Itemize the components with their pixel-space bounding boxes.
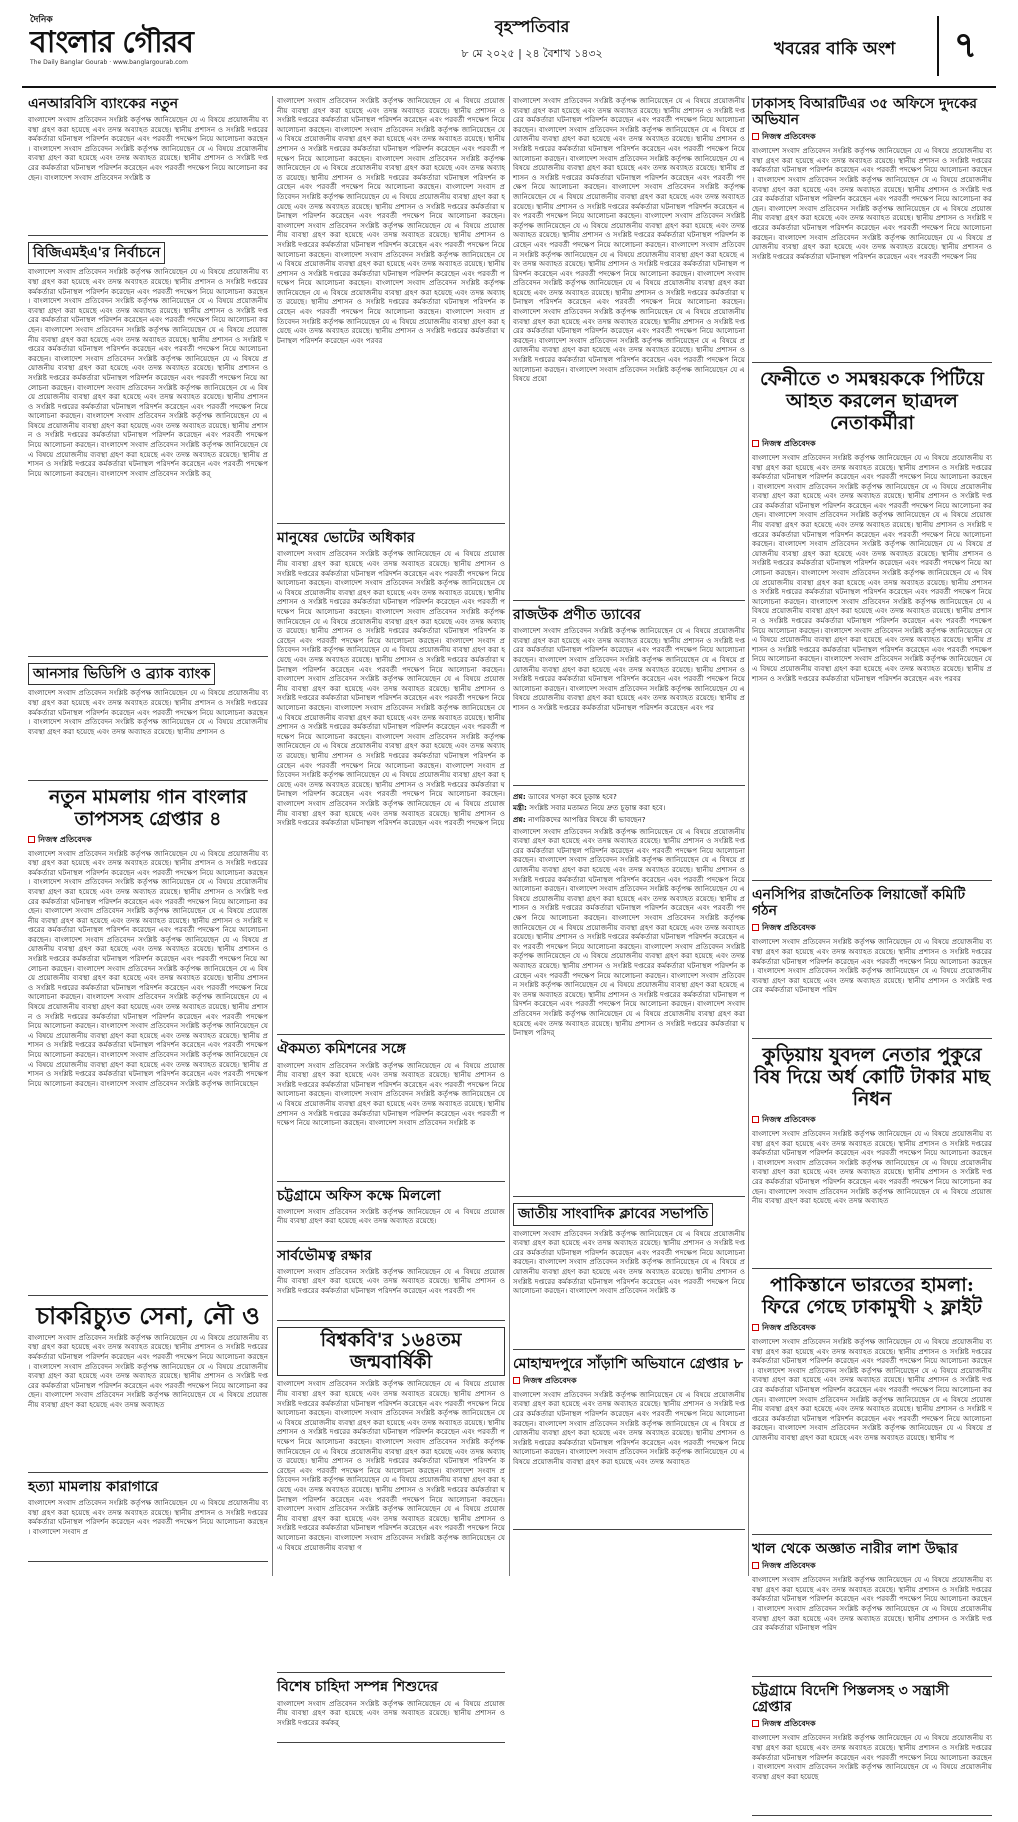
- article-headline: কুড়িয়ায় যুবদল নেতার পুকুরে বিষ দিয়ে অর্ধ কোটি টাকার মাছ নিধন: [754, 1044, 990, 1111]
- article: [277, 1041, 505, 1181]
- article: [513, 1356, 745, 1530]
- article: [28, 787, 268, 1296]
- column-divider: [748, 96, 749, 1576]
- article-byline: নিজস্ব প্রতিবেদক: [752, 438, 992, 451]
- article-headline: বিশেষ চাহিদা সম্পন্ন শিশুদের: [277, 1679, 438, 1696]
- article: [752, 1683, 992, 1816]
- article-body: বাংলাদেশ সংবাদ প্রতিবেদন সংশ্লিষ্ট কর্তৃপক্ষ জানিয়েছেন যে এ বিষয়ে প্রয়োজনীয় ব্যবস্থা গ্রহণ করা হয়েছে এবং তদন্ত অব্যাহত রয়েছে। স্থানীয় প্রশাসন ও সংশ্লিষ্ট দপ্তরের কর্মকর্তারা ঘটনাস্থল পরিদর্শন করেছেন এবং পরবর্তী পদক্ষেপ নিয়ে আলোচনা করছেন। বাংলাদেশ সংবাদ প্রতিবেদন সংশ্লিষ্ট কর্তৃপক্ষ জানিয়েছেন যে এ বিষয়ে প্রয়োজনীয় ব্যবস্থা গ্রহণ করা হয়েছে এবং তদন্ত অব্যাহত রয়েছে। স্থানীয় প্রশাসন ও সংশ্লিষ্ট দপ্তরের কর্মকর্তারা ঘটনাস্থল পরিদর্শন করেছেন এবং পরবর্তী পদক্ষেপ নিয়ে আলোচনা করছেন। বাংলাদেশ সংবাদ প্রতিবেদন সংশ্লিষ্ট কর্তৃপক্ষ জানিয়েছেন যে এ বিষয়ে প্রয়োজনীয় ব্যবস্থা গ্রহণ করা হয়েছে এবং তদন্ত অব্যাহত: [28, 1332, 268, 1409]
- article-byline: নিজস্ব প্রতিবেদক: [752, 1560, 992, 1573]
- article: [513, 1203, 745, 1349]
- article: [277, 1327, 505, 1674]
- article-headline: বিশ্বকবি'র ১৬৪তম জন্মবার্ষিকী: [277, 1327, 505, 1377]
- article: [277, 530, 505, 1035]
- article-byline: নিজস্ব প্রতিবেদক: [752, 922, 992, 935]
- date-line: ৮ মে ২০২৫ | ২৪ বৈশাখ ১৪৩২: [461, 47, 603, 60]
- article-body: বাংলাদেশ সংবাদ প্রতিবেদন সংশ্লিষ্ট কর্তৃপক্ষ জানিয়েছেন যে এ বিষয়ে প্রয়োজনীয় ব্যবস্থা গ্রহণ করা হয়েছে এবং তদন্ত অব্যাহত রয়েছে। স্থানীয় প্রশাসন ও সংশ্লিষ্ট দপ্তরের কর্মকর্তারা ঘটনাস্থল পরিদর্শন করেছেন এবং পরবর্তী পদক্ষেপ নিয়ে আলোচনা করছেন। বাংলাদেশ সংবাদ প্রতিবেদন সংশ্লিষ্ট কর্তৃপক্ষ জানিয়েছেন যে এ বিষয়ে প্রয়োজনীয় ব্যবস্থা গ্রহণ করা হয়েছে এবং তদন্ত অব্যাহত রয়েছে। স্থানীয় প্রশাসন ও সংশ্লিষ্ট দপ্তরের কর্মকর্তারা ঘটনাস্থল পরিদর্শন করেছেন এবং পরবর্তী পদক্ষেপ নিয়ে আলোচনা করছেন। বাংলাদেশ সংবাদ প্রতিবেদন সংশ্লিষ্ট ক: [277, 1060, 505, 1128]
- date-block: [432, 14, 632, 64]
- article-byline: নিজস্ব প্রতিবেদক: [752, 131, 992, 144]
- article-headline: মোহাম্মদপুরে সাঁড়াশি অভিযানে গ্রেপ্তার ৮: [513, 1355, 743, 1372]
- logo-prefix: দৈনিক: [30, 15, 53, 25]
- column-4: [752, 96, 992, 1822]
- column-divider: [509, 96, 510, 1576]
- weekday: বৃহস্পতিবার: [494, 17, 570, 36]
- article-byline: নিজস্ব প্রতিবেদক: [513, 1375, 745, 1388]
- article-body: বাংলাদেশ সংবাদ প্রতিবেদন সংশ্লিষ্ট কর্তৃপক্ষ জানিয়েছেন যে এ বিষয়ে প্রয়োজনীয় ব্যবস্থা গ্রহণ করা হয়েছে এবং তদন্ত অব্যাহত রয়েছে। স্থানীয় প্রশাসন ও সংশ্লিষ্ট দপ্তরের কর্মকর্তারা ঘটনাস্থল পরিদর্শন করেছেন এবং পরবর্তী পদক্ষেপ নিয়ে আলোচনা করছেন। বাংলাদেশ সংবাদ প্রতিবেদন সংশ্লিষ্ট কর্তৃপক্ষ জানিয়েছেন যে এ বিষয়ে প্রয়োজনীয় ব্যবস্থা গ্রহণ করা হয়েছে এবং তদন্ত অব্যাহত রয়েছে। স্থানীয় প্রশাসন ও সংশ্লিষ্ট দপ্তরের কর্মকর্তারা ঘটনাস্থল পরিদর্শন করেছেন এবং পরবর্তী পদক্ষেপ নিয়ে আলোচনা করছেন। বাংলাদেশ সংবাদ প্রতিবেদন সংশ্লিষ্ট কর্তৃপক্ষ জানিয়েছেন যে এ বিষয়ে প্রয়োজনীয় ব্যবস্থা গ্রহণ করা হয়েছে এবং তদন্ত অব্যাহত রয়েছে। স্থানীয় প্রশাসন ও সংশ্লিষ্ট দপ্তরের কর্মকর্তারা ঘটনাস্থল পরিদর্শন করেছেন এবং পরবর্তী পদক্ষেপ নিয়ে আলোচনা করছেন। বাংলাদেশ সংবাদ প্রতিবেদন সংশ্লিষ্ট কর্তৃপক্ষ জানিয়েছেন যে এ বিষয়ে প্রয়োজনীয় ব্যবস্থা গ্রহণ করা হয়েছে এবং তদন্ত অব্যাহত রয়েছে। স্থানীয় প্রশাসন ও সংশ্লিষ্ট দপ্তরের কর্মকর্তারা ঘটনাস্থল পরিদর্শন করেছেন এবং পরবর্তী পদক্ষেপ নিয়ে আলোচনা করছেন। বাংলাদেশ সংবাদ প্রতিবেদন সংশ্লিষ্ট কর্তৃপক্ষ জানিয়েছেন যে এ বিষয়ে প্রয়োজনীয় ব্যবস্থা গ্রহণ করা হয়েছে এবং তদন্ত অব্যাহত রয়েছে। স্থানীয় প্রশাসন ও সংশ্লিষ্ট দপ্তরের কর্মকর্তারা ঘটনাস্থল পরিদর্শন করেছেন এবং পরবর্তী পদক্ষেপ নিয়ে আলোচনা করছেন। বাংলাদেশ সংবাদ প্রতিবেদন সংশ্লিষ্ট কর্তৃপক্ষ জানিয়েছেন যে এ বিষয়ে প্রয়োজনীয় ব্যবস্থা গ্রহণ করা হয়েছে এবং তদন্ত অব্যাহত রয়েছে। স্থানীয় প্রশাসন ও সংশ্লিষ্ট দপ্তরের কর্মকর্তারা ঘটনাস্থল পরিদর্শন করেছেন এবং পরবর্তী পদক্ষেপ নিয়ে আলোচনা করছেন। বাংলাদেশ সংবাদ প্রতিবেদন সংশ্লিষ্ট কর্তৃপক্ষ জানিয়েছেন যে এ বিষয়ে প্রয়োজনীয় ব্যবস্থা গ্রহণ করা হয়েছে এবং তদন্ত অব্যাহত রয়েছে। স্থানীয় প্রশাসন ও সংশ্লিষ্ট দপ্তরের কর্মকর্তারা ঘটনাস্থল পরিদর্শন করেছেন এবং পরবর্তী পদক্ষেপ নিয়ে আলোচনা করছেন। বাংলাদেশ সংবাদ প্রতিবেদন সংশ্লিষ্ট কর্তৃপক্ষ জানিয়েছেন যে এ বিষয়ে প্রয়োজনীয় ব্যবস্থা গ্রহণ করা হয়েছে এবং তদন্ত অব্যাহত রয়েছে। স্থানীয় প্রশাসন ও সংশ্লিষ্ট দপ্তরের কর্মকর্তারা ঘটনাস্থল পরিদর্শন করেছেন এবং পরবর্তী পদক্ষেপ নিয়ে আলোচনা করছেন। বাংলাদেশ সংবাদ প্রতিবেদন সংশ্লিষ্ট কর্তৃপক্ষ জানিয়েছেন যে এ বিষয়ে প্রয়োজনীয় ব্যবস্থা গ্রহণ করা হয়েছে এবং তদন্ত অব্যাহত রয়েছে। স্থানীয় প্রশাসন ও সংশ্লিষ্ট দপ্তরের কর্মকর্তারা ঘটনাস্থল পরিদর্শন করেছেন এবং পরবর্তী পদক্ষেপ নিয়ে: [277, 549, 505, 828]
- byline-square-icon: [752, 924, 759, 931]
- newspaper-logo: [30, 12, 220, 72]
- article: [28, 1302, 268, 1473]
- interview-line: মন্ত্রী: সংশ্লিষ্ট সবার মতামত নিয়ে দ্রুত চূড়ান্ত করা হবে।: [513, 803, 666, 813]
- article-headline: আনসার ভিডিপি ও ব্র্যাক ব্যাংক: [28, 663, 215, 685]
- article-headline: ফেনীতে ৩ সমন্বয়ককে পিটিয়ে আহত করলেন ছাত্রদল নেতাকর্মীরা: [759, 368, 984, 435]
- article-headline: বিজিএমইএ'র নির্বাচনে: [28, 242, 165, 264]
- article-body: বাংলাদেশ সংবাদ প্রতিবেদন সংশ্লিষ্ট কর্তৃপক্ষ জানিয়েছেন যে এ বিষয়ে প্রয়োজনীয় ব্যবস্থা গ্রহণ করা হয়েছে এবং তদন্ত অব্যাহত রয়েছে। স্থানীয় প্রশাসন ও সংশ্লিষ্ট দপ্তরের কর্মকর্তারা ঘটনাস্থল পরিদর্শন করেছেন এবং পরবর্তী পদক্ষেপ নিয়ে আলোচনা করছেন। বাংলাদেশ সংবাদ প্রতিবেদন সংশ্লিষ্ট কর্তৃপক্ষ জানিয়েছেন যে এ বিষয়ে প্রয়োজনীয় ব্যবস্থা গ্রহণ করা হয়েছে এবং তদন্ত অব্যাহত রয়েছে। স্থানীয় প্রশাসন ও: [28, 688, 268, 736]
- article-byline: নিজস্ব প্রতিবেদক: [28, 834, 268, 847]
- byline-square-icon: [752, 133, 759, 140]
- article-headline: চাকরিচ্যুত সেনা, নৌ ও: [36, 1301, 260, 1331]
- article: [752, 1275, 992, 1535]
- article-body: বাংলাদেশ সংবাদ প্রতিবেদন সংশ্লিষ্ট কর্তৃপক্ষ জানিয়েছেন যে এ বিষয়ে প্রয়োজনীয় ব্যবস্থা গ্রহণ করা হয়েছে এবং তদন্ত অব্যাহত রয়েছে। স্থানীয় প্রশাসন ও সংশ্লিষ্ট দপ্তরের কর্মকর্তারা ঘটনাস্থল পরিদর্শন করেছেন এবং পরবর্তী পদক্ষেপ নিয়ে আলোচনা করছেন। বাংলাদেশ সংবাদ প্র: [28, 1498, 268, 1536]
- article: [752, 887, 992, 1039]
- article-body: বাংলাদেশ সংবাদ প্রতিবেদন সংশ্লিষ্ট কর্তৃপক্ষ জানিয়েছেন যে এ বিষয়ে প্রয়োজনীয় ব্যবস্থা গ্রহণ করা হয়েছে এবং তদন্ত অব্যাহত রয়েছে। স্থানীয় প্রশাসন ও সংশ্লিষ্ট দপ্তরের কর্মকর্তারা ঘটনাস্থল পরিদর্শন করেছেন এবং পরবর্তী পদক্ষেপ নিয়ে আলোচনা করছেন। বাংলাদেশ সংবাদ প্রতিবেদন সংশ্লিষ্ট কর্তৃপক্ষ জানিয়েছেন যে এ বিষয়ে প্রয়োজনীয় ব্যবস্থা গ্রহণ করা হয়েছে এবং তদন্ত অব্যাহত রয়েছে। স্থানীয় প্রশাসন ও সংশ্লিষ্ট দপ্তরের কর্মকর্তারা ঘটনাস্থল পরিদর্শন করেছেন এবং পরবর্তী পদক্ষেপ নিয়ে আলোচনা করছেন। বাংলাদেশ সংবাদ প্রতিবেদন সংশ্লিষ্ট কর্তৃপক্ষ জানিয়েছেন যে এ বিষয়ে প্রয়োজনীয় ব্যবস্থা গ্রহণ করা হয়েছে এবং তদন্ত অব্যাহত রয়েছে। স্থানীয় প্রশাসন ও সংশ্লিষ্ট দপ্তরের কর্মকর্তারা ঘটনাস্থল পরিদর্শন করেছেন এবং পরবর্তী পদক্ষেপ নিয়ে আলোচনা করছেন। বাংলাদেশ সংবাদ প্রতিবেদন সংশ্লিষ্ট কর্তৃপক্ষ জানিয়েছেন যে এ বিষয়ে প্রয়োজনীয় ব্যবস্থা গ্রহণ করা হয়েছে এবং তদন্ত অব্যাহত রয়েছে। স্থানীয় প্রশাসন ও সংশ্লিষ্ট দপ্তরের কর্মকর্তারা ঘটনাস্থল পরিদর্শন করেছেন এবং পরবর্তী পদক্ষেপ নিয়ে আলোচনা করছেন। বাংলাদেশ সংবাদ প্রতিবেদন সংশ্লিষ্ট কর্তৃপক্ষ জানিয়েছেন যে এ বিষয়ে প্রয়োজনীয় ব্যবস্থা গ্রহণ করা হয়েছে এবং তদন্ত অব্যাহত রয়েছে। স্থানীয় প্রশাসন ও সংশ্লিষ্ট দপ্তরের কর্মকর্তারা ঘটনাস্থল পরিদর্শন করেছেন এবং পরবর্তী পদক্ষেপ নিয়ে আলোচনা করছেন। বাংলাদেশ সংবাদ প্রতিবেদন সংশ্লিষ্ট কর্তৃপক্ষ জানিয়েছেন যে এ বিষয়ে প্রয়োজনীয় ব্যবস্থা গ্রহণ করা হয়েছে এবং তদন্ত অব্যাহত রয়েছে। স্থানীয় প্রশাসন ও সংশ্লিষ্ট দপ্তরের কর্মকর্তারা ঘটনাস্থল পরিদর্শন করেছেন এবং পরবর্তী পদক্ষেপ নিয়ে আলোচনা করছেন। বাংলাদেশ সংবাদ প্রতিবেদন সংশ্লিষ্ট কর্তৃপক্ষ জানিয়েছেন যে এ বিষয়ে প্রয়োজনীয় ব্যবস্থা গ্রহণ করা হয়েছে এবং তদন্ত অব্যাহত রয়েছে। স্থানীয় প্রশাসন ও সংশ্লিষ্ট দপ্তরের কর্মকর্তারা ঘটনাস্থল পরিদর্শন করেছেন এবং পরবর্তী পদক্ষেপ নিয়ে আলোচনা করছেন। বাংলাদেশ সংবাদ প্রতিবেদন সংশ্লিষ্ট কর্: [28, 267, 268, 478]
- article-headline: রাজউক প্রণীত ড্যাবের: [513, 607, 641, 624]
- article-body: বাংলাদেশ সংবাদ প্রতিবেদন সংশ্লিষ্ট কর্তৃপক্ষ জানিয়েছেন যে এ বিষয়ে প্রয়োজনীয় ব্যবস্থা গ্রহণ করা হয়েছে এবং তদন্ত অব্যাহত রয়েছে। স্থানীয় প্রশাসন ও সংশ্লিষ্ট দপ্তরের কর্মকর্তারা ঘটনাস্থল পরিদর্শন করেছেন এবং পরবর্তী পদক্ষেপ নিয়ে আলোচনা করছেন। বাংলাদেশ সংবাদ প্রতিবেদন সংশ্লিষ্ট কর্তৃপক্ষ জানিয়েছেন যে এ বিষয়ে প্রয়োজনীয় ব্যবস্থা গ্রহণ করা হয়েছে এবং তদন্ত অব্যাহত রয়েছে। স্থানীয় প্রশাসন ও সংশ্লিষ্ট দপ্তরের কর্মকর্তারা ঘটনাস্থল পরিদর্শন করেছেন এবং পরবর্তী পদক্ষেপ নিয়ে আলোচনা করছেন। বাংলাদেশ সংবাদ প্রতিবেদন সংশ্লিষ্ট কর্তৃপক্ষ জানিয়েছেন যে এ বিষয়ে প্রয়োজনীয় ব্যবস্থা গ্রহণ করা হয়েছে এবং তদন্ত অব্যাহত: [752, 1129, 992, 1206]
- article-byline: নিজস্ব প্রতিবেদক: [752, 1322, 992, 1335]
- article-body: বাংলাদেশ সংবাদ প্রতিবেদন সংশ্লিষ্ট কর্তৃপক্ষ জানিয়েছেন যে এ বিষয়ে প্রয়োজনীয় ব্যবস্থা গ্রহণ করা হয়েছে এবং তদন্ত অব্যাহত রয়েছে। স্থানীয় প্রশাসন ও সংশ্লিষ্ট দপ্তরের কর্মকর্তারা ঘটনাস্থল পরিদর্শন করেছেন এবং পরবর্তী পদক্ষেপ নিয়ে আলোচনা করছেন। বাংলাদেশ সংবাদ প্রতিবেদন সংশ্লিষ্ট কর্তৃপক্ষ জানিয়েছেন যে এ বিষয়ে প্রয়োজনীয় ব্যবস্থা গ্রহণ করা হয়েছে এবং তদন্ত অব্যাহত রয়েছে। স্থানীয় প্রশাসন ও সংশ্লিষ্ট দপ্তরের কর্মকর্তারা ঘটনাস্থল পরিদর্শন করেছেন এবং পরবর্তী পদক্ষেপ নিয়ে আলোচনা করছেন। বাংলাদেশ সংবাদ প্রতিবেদন সংশ্লিষ্ট কর্তৃপক্ষ জানিয়েছেন যে এ বিষয়ে প্রয়োজনীয় ব্যবস্থা গ্রহণ করা হয়েছে এবং তদন্ত অব্যাহত রয়েছে। স্থানীয় প্রশাসন ও সংশ্লিষ্ট দপ্তরের কর্মকর্তারা ঘটনাস্থল পরিদর্শন করেছেন এবং পরবর্তী পদক্ষেপ নিয়ে আলোচনা করছেন। বাংলাদেশ সংবাদ প্রতিবেদন সংশ্লিষ্ট কর্তৃপক্ষ জানিয়েছেন যে এ বিষয়ে প্রয়োজনীয় ব্যবস্থা গ্রহণ করা হয়েছে এবং তদন্ত অব্যাহত রয়েছে। স্থানীয় প্রশাসন ও সংশ্লিষ্ট দপ্তরের কর্মকর্তারা ঘটনাস্থল পরিদর্শন করেছেন এবং পরবর্তী পদক্ষেপ নিয়ে আলোচনা করছেন। বাংলাদেশ সংবাদ প্রতিবেদন সংশ্লিষ্ট কর্তৃপক্ষ জানিয়েছেন যে এ বিষয়ে প্রয়োজনীয় ব্যবস্থা গ্রহণ করা হয়েছে এবং তদন্ত অব্যাহত রয়েছে। স্থানীয় প্রশাসন ও সংশ্লিষ্ট দপ্তরের কর্মকর্তারা ঘটনাস্থল পরিদর্শন করেছেন এবং পরবর্তী পদক্ষেপ নিয়ে আলোচনা করছেন। বাংলাদেশ সংবাদ প্রতিবেদন সংশ্লিষ্ট কর্তৃপক্ষ জানিয়েছেন যে এ বিষয়ে প্রয়োজনীয় ব্যবস্থা গ্রহণ করা হয়েছে এবং তদন্ত অব্যাহত রয়েছে। স্থানীয় প্রশাসন ও সংশ্লিষ্ট দপ্তরের কর্মকর্তারা ঘটনাস্থল পরিদর্শন করেছেন এবং পরবর্তী পদক্ষেপ নিয়ে আলোচনা করছেন। বাংলাদেশ সংবাদ প্রতিবেদন সংশ্লিষ্ট কর্তৃপক্ষ জানিয়েছেন যে এ বিষয়ে প্রয়োজনীয় ব্যবস্থা গ্রহণ করা হয়েছে এবং তদন্ত অব্যাহত রয়েছে। স্থানীয় প্রশাসন ও সংশ্লিষ্ট দপ্তরের কর্মকর্তারা ঘটনাস্থল পরিদর্শন করেছেন এবং পরবর্তী পদক্ষেপ নিয়ে আলোচনা করছেন। বাংলাদেশ সংবাদ প্রতিবেদন সংশ্লিষ্ট কর্তৃপক্ষ জানিয়েছেন যে এ বিষয়ে প্রয়োজনীয় ব্যবস্থা গ্রহণ করা হয়েছে এবং তদন্ত অব্যাহত রয়েছে। স্থানীয় প্রশাসন ও সংশ্লিষ্ট দপ্তরের কর্মকর্তারা ঘটনাস্থল পরিদর্শন করেছেন এবং পরবর: [752, 452, 992, 683]
- column-3: [513, 96, 745, 1536]
- article: [513, 607, 745, 786]
- article-headline: পাকিস্তানে ভারতের হামলা: ফিরে গেছে ঢাকামুখী ২ ফ্লাইট: [762, 1274, 982, 1319]
- article: [513, 792, 745, 1198]
- article-headline: জাতীয় সাংবাদিক ক্লাবের সভাপতি: [513, 1203, 713, 1225]
- article: [277, 1188, 505, 1242]
- article-body: বাংলাদেশ সংবাদ প্রতিবেদন সংশ্লিষ্ট কর্তৃপক্ষ জানিয়েছেন যে এ বিষয়ে প্রয়োজনীয় ব্যবস্থা গ্রহণ করা হয়েছে এবং তদন্ত অব্যাহত রয়েছে। স্থানীয় প্রশাসন ও সংশ্লিষ্ট দপ্তরের কর্মকর্তারা ঘটনাস্থল পরিদর্শন করেছেন এবং পরবর্তী পদক্ষেপ নিয়ে আলোচনা করছেন। বাংলাদেশ সংবাদ প্রতিবেদন সংশ্লিষ্ট কর্তৃপক্ষ জানিয়েছেন যে এ বিষয়ে প্রয়োজনীয় ব্যবস্থা গ্রহণ করা হয়েছে এবং তদন্ত অব্যাহত রয়েছে। স্থানীয় প্রশাসন ও সংশ্লিষ্ট দপ্তরের কর্মকর্তারা ঘটনাস্থল পরিদর্শন করেছেন এবং পরবর্তী পদক্ষেপ নিয়ে আলোচনা করছেন। বাংলাদেশ সংবাদ প্রতিবেদন সংশ্লিষ্ট কর্তৃপক্ষ জানিয়েছেন যে এ বিষয়ে প্রয়োজনীয় ব্যবস্থা গ্রহণ করা হয়েছে এবং তদন্ত অব্যাহত: [513, 1389, 745, 1466]
- article-headline: এনসিপির রাজনৈতিক লিয়াজোঁ কমিটি গঠন: [752, 887, 966, 920]
- article-body: বাংলাদেশ সংবাদ প্রতিবেদন সংশ্লিষ্ট কর্তৃপক্ষ জানিয়েছেন যে এ বিষয়ে প্রয়োজনীয় ব্যবস্থা গ্রহণ করা হয়েছে এবং তদন্ত অব্যাহত রয়েছে। স্থানীয় প্রশাসন ও সংশ্লিষ্ট দপ্তরের কর্মকর্তারা ঘটনাস্থল পরিদর্শন করেছেন এবং পরবর্তী পদক্ষেপ নিয়ে আলোচনা করছেন। বাংলাদেশ সংবাদ প্রতিবেদন সংশ্লিষ্ট কর্তৃপক্ষ জানিয়েছেন যে এ বিষয়ে প্রয়োজনীয় ব্যবস্থা গ্রহণ করা হয়েছে এবং তদন্ত অব্যাহত রয়েছে। স্থানীয় প্রশাসন ও সংশ্লিষ্ট দপ্তরের কর্মকর্তারা ঘটনাস্থল পরিদর্শন করেছেন এবং পরবর্তী পদক্ষেপ নিয়ে আলোচনা করছেন। বাংলাদেশ সংবাদ প্রতিবেদন সংশ্লিষ্ট কর্তৃপক্ষ জানিয়েছেন যে এ বিষয়ে প্রয়োজনীয় ব্যবস্থা গ্রহণ করা হয়েছে এবং তদন্ত অব্যাহত রয়েছে। স্থানীয় প্রশাসন ও সংশ্লিষ্ট দপ্তরের কর্মকর্তারা ঘটনাস্থল পরিদর্শন করেছেন এবং পর: [513, 626, 745, 713]
- page-number: ৭: [937, 16, 992, 76]
- logo-subtitle: The Daily Banglar Gourab · www.banglargourab.com: [30, 59, 188, 66]
- column-1: [28, 96, 268, 1568]
- article-body: বাংলাদেশ সংবাদ প্রতিবেদন সংশ্লিষ্ট কর্তৃপক্ষ জানিয়েছেন যে এ বিষয়ে প্রয়োজনীয় ব্যবস্থা গ্রহণ করা হয়েছে এবং তদন্ত অব্যাহত রয়েছে। স্থানীয় প্রশাসন ও সংশ্লিষ্ট দপ্তরের কর্মকর্তারা ঘটনাস্থল পরিদর্শন করেছেন এবং পরবর্তী পদক্ষেপ নিয়ে আলোচনা করছেন। বাংলাদেশ সংবাদ প্রতিবেদন সংশ্লিষ্ট কর্তৃপক্ষ জানিয়েছেন যে এ বিষয়ে প্রয়োজনীয় ব্যবস্থা গ্রহণ করা হয়েছে এবং তদন্ত অব্যাহত রয়েছে। স্থানীয় প্রশাসন ও সংশ্লিষ্ট দপ্তরের কর্মকর্তারা ঘটনাস্থল পরিদর্শন করেছেন এবং পরবর্তী পদক্ষেপ নিয়ে আলোচনা করছেন। বাংলাদেশ সংবাদ প্রতিবেদন সংশ্লিষ্ট কর্তৃপক্ষ জানিয়েছেন যে এ বিষয়ে প্রয়োজনীয় ব্যবস্থা গ্রহণ করা হয়েছে এবং তদন্ত অব্যাহত রয়েছে। স্থানীয় প্রশাসন ও সংশ্লিষ্ট দপ্তরের কর্মকর্তারা ঘটনাস্থল পরিদর্শন করেছেন এবং পরবর্তী পদক্ষেপ নিয়ে আলোচনা করছেন। বাংলাদেশ সংবাদ প্রতিবেদন সংশ্লিষ্ট কর্তৃপক্ষ জানিয়েছেন যে এ বিষয়ে প্রয়োজনীয় ব্যবস্থা গ্রহণ করা হয়েছে এবং তদন্ত অব্যাহত রয়েছে। স্থানীয় প্রশাসন ও সংশ্লিষ্ট দপ্তরের কর্মকর্তারা ঘটনাস্থল পরিদর্শন করেছেন এবং পরবর্তী পদক্ষেপ নিয়ে আলোচনা করছেন। বাংলাদেশ সংবাদ প্রতিবেদন সংশ্লিষ্ট কর্তৃপক্ষ জানিয়েছেন যে এ বিষয়ে প্রয়োজনীয় ব্যবস্থা গ্রহণ করা হয়েছে এবং তদন্ত অব্যাহত রয়েছে। স্থানীয় প্রশাসন ও সংশ্লিষ্ট দপ্তরের কর্মকর্তারা ঘটনাস্থল পরিদর্শন করেছেন এবং পরবর্তী পদক্ষেপ নিয়ে আলোচনা করছেন। বাংলাদেশ সংবাদ প্রতিবেদন সংশ্লিষ্ট কর্তৃপক্ষ জানিয়েছেন যে এ বিষয়ে প্রয়োজনীয় ব্যবস্থা গ্রহণ করা হয়েছে এবং তদন্ত অব্যাহত রয়েছে। স্থানীয় প্রশাসন ও সংশ্লিষ্ট দপ্তরের কর্মকর্তারা ঘটনাস্থল পরিদর্শন করেছেন এবং পরবর্তী পদক্ষেপ নিয়ে আলোচনা করছেন। বাংলাদেশ সংবাদ প্রতিবেদন সংশ্লিষ্ট কর্তৃপক্ষ জানিয়েছেন যে এ বিষয়ে প্রয়োজনীয় ব্যবস্থা গ্রহণ করা হয়েছে এবং তদন্ত অব্যাহত রয়েছে। স্থানীয় প্রশাসন ও সংশ্লিষ্ট দপ্তরের কর্মকর্তারা ঘটনাস্থল পরিদর্: [513, 826, 745, 1038]
- byline-square-icon: [513, 1377, 520, 1384]
- article: [752, 369, 992, 881]
- article: [277, 1248, 505, 1321]
- article: [752, 1541, 992, 1677]
- article: [28, 242, 268, 657]
- article-body: বাংলাদেশ সংবাদ প্রতিবেদন সংশ্লিষ্ট কর্তৃপক্ষ জানিয়েছেন যে এ বিষয়ে প্রয়োজনীয় ব্যবস্থা গ্রহণ করা হয়েছে এবং তদন্ত অব্যাহত রয়েছে। স্থানীয় প্রশাসন ও সংশ্লিষ্ট দপ্তরের কর্মকর্তারা ঘটনাস্থল পরিদর্শন করেছেন এবং পরবর্তী পদক্ষেপ নিয়ে আলোচনা করছেন। বাংলাদেশ সংবাদ প্রতিবেদন সংশ্লিষ্ট কর্তৃপক্ষ জানিয়েছেন যে এ বিষয়ে প্রয়োজনীয় ব্যবস্থা গ্রহণ করা হয়েছে এবং তদন্ত অব্যাহত রয়েছে। স্থানীয় প্রশাসন ও সংশ্লিষ্ট দপ্তরের কর্মকর্তারা ঘটনাস্থল পরিদর্শন করেছেন এবং পরবর্তী পদক্ষেপ নিয়ে আলোচনা করছেন। বাংলাদেশ সংবাদ প্রতিবেদন সংশ্লিষ্ট কর্তৃপক্ষ জানিয়েছেন যে এ বিষয়ে প্রয়োজনীয় ব্যবস্থা গ্রহণ করা হয়েছে এবং তদন্ত অব্যাহত রয়েছে। স্থানীয় প্রশাসন ও সংশ্লিষ্ট দপ্তরের কর্মকর্তারা ঘটনাস্থল পরিদর্শন করেছেন এবং পরবর্তী পদক্ষেপ নিয়ে আলোচনা করছেন। বাংলাদেশ সংবাদ প্রতিবেদন সংশ্লিষ্ট কর্তৃপক্ষ জানিয়েছেন যে এ বিষয়ে প্রয়োজনীয় ব্যবস্থা গ্রহণ করা হয়েছে এবং তদন্ত অব্যাহত রয়েছে। স্থানীয় প্রশাসন ও সংশ্লিষ্ট দপ্তরের কর্মকর্তারা ঘটনাস্থল পরিদর্শন করেছেন এবং পরবর্তী পদক্ষেপ নিয়ে আলোচনা করছেন। বাংলাদেশ সংবাদ প্রতিবেদন সংশ্লিষ্ট কর্তৃপক্ষ জানিয়েছেন যে এ বিষয়ে প্রয়োজনীয় ব্যবস্থা গ্রহণ করা হয়েছে এবং তদন্ত অব্যাহত রয়েছে। স্থানীয় প্রশাসন ও সংশ্লিষ্ট দপ্তরের কর্মকর্তারা ঘটনাস্থল পরিদর্শন করেছেন এবং পরবর্তী পদক্ষেপ নিয়ে আলোচনা করছেন। বাংলাদেশ সংবাদ প্রতিবেদন সংশ্লিষ্ট কর্তৃপক্ষ জানিয়েছেন যে এ বিষয়ে প্রয়োজনীয় ব্যবস্থা গ্রহণ করা হয়েছে এবং তদন্ত অব্যাহত রয়েছে। স্থানীয় প্রশাসন ও সংশ্লিষ্ট দপ্তরের কর্মকর্তারা ঘটনাস্থল পরিদর্শন করেছেন এবং পরবর্তী পদক্ষেপ নিয়ে আলোচনা করছেন। বাংলাদেশ সংবাদ প্রতিবেদন সংশ্লিষ্ট কর্তৃপক্ষ জানিয়েছেন যে এ বিষয়ে প্রয়োজনীয় ব্যবস্থা গ্রহণ করা হয়েছে এবং তদন্ত অব্যাহত রয়েছে। স্থানীয় প্রশাসন ও সংশ্লিষ্ট দপ্তরের কর্মকর্তারা ঘটনাস্থল পরিদর্শন করেছেন এবং পরবর্তী পদক্ষেপ নিয়ে আলোচনা করছেন। বাংলাদেশ সংবাদ প্রতিবেদন সংশ্লিষ্ট কর্তৃপক্ষ জানিয়েছেন যে এ বিষয়ে প্রয়োজনীয় ব্যবস্থা গ্রহণ করা হয়েছে এবং তদন্ত অব্যাহত রয়েছে। স্থানীয় প্রশাসন ও সংশ্লিষ্ট দপ্তরের কর্মকর্তারা ঘটনাস্থল পরিদর্শন করেছেন এবং পরবর্তী পদক্ষেপ নিয়ে আলোচনা করছেন। বাংলাদেশ সংবাদ প্রতিবেদন সংশ্লিষ্ট কর্তৃপক্ষ জানিয়েছেন যে এ বিষয়ে প্রয়োজনীয় ব্যবস্থা গ্রহণ করা হয়েছে এবং তদন্ত অব্যাহত রয়েছে। স্থানীয় প্রশাসন ও সংশ্লিষ্ট দপ্তরের কর্মকর্তারা ঘটনাস্থল পরিদর্শন করেছেন এবং পরবর্তী পদক্ষেপ নিয়ে আলোচনা করছেন। বাংলাদেশ সংবাদ প্রতিবেদন সংশ্লিষ্ট কর্তৃপক্ষ জানিয়েছেন যে এ বিষয়ে প্রয়ো: [513, 96, 745, 384]
- article-headline: মানুষের ভোটের অধিকার: [277, 530, 415, 547]
- article-body: বাংলাদেশ সংবাদ প্রতিবেদন সংশ্লিষ্ট কর্তৃপক্ষ জানিয়েছেন যে এ বিষয়ে প্রয়োজনীয় ব্যবস্থা গ্রহণ করা হয়েছে এবং তদন্ত অব্যাহত রয়েছে। স্থানীয় প্রশাসন ও সংশ্লিষ্ট দপ্তরের কর্মকর্তারা ঘটনাস্থল পরিদর্শন করেছেন এবং পরবর্তী পদক্ষেপ নিয়ে আলোচনা করছেন। বাংলাদেশ সংবাদ প্রতিবেদন সংশ্লিষ্ট কর্তৃপক্ষ জানিয়েছেন যে এ বিষয়ে প্রয়োজনীয় ব্যবস্থা গ্রহণ করা হয়েছে এবং তদন্ত অব্যাহত রয়েছে। স্থানীয় প্রশাসন ও সংশ্লিষ্ট দপ্তরের কর্মকর্তারা ঘটনাস্থল পরিদর্শন করেছেন এবং পরবর্তী পদক্ষেপ নিয়ে আলোচনা করছেন। বাংলাদেশ সংবাদ প্রতিবেদন সংশ্লিষ্ট কর্তৃপক্ষ জানিয়েছেন যে এ বিষয়ে প্রয়োজনীয় ব্যবস্থা গ্রহণ করা হয়েছে এবং তদন্ত অব্যাহত রয়েছে। স্থানীয় প্রশাসন ও সংশ্লিষ্ট দপ্তরের কর্মকর্তারা ঘটনাস্থল পরিদর্শন করেছেন এবং পরবর্তী পদক্ষেপ নিয়ে আলোচনা করছেন। বাংলাদেশ সংবাদ প্রতিবেদন সংশ্লিষ্ট কর্তৃপক্ষ জানিয়েছেন যে এ বিষয়ে প্রয়োজনীয় ব্যবস্থা গ্রহণ করা হয়েছে এবং তদন্ত অব্যাহত রয়েছে। স্থানীয় প্রশাসন ও সংশ্লিষ্ট দপ্তরের কর্মকর্তারা ঘটনাস্থল পরিদর্শন করেছেন এবং পরবর্তী পদক্ষেপ নিয়ে আলোচনা করছেন। বাংলাদেশ সংবাদ প্রতিবেদন সংশ্লিষ্ট কর্তৃপক্ষ জানিয়েছেন যে এ বিষয়ে প্রয়োজনীয় ব্যবস্থা গ্রহণ করা হয়েছে এবং তদন্ত অব্যাহত রয়েছে। স্থানীয় প্রশাসন ও সংশ্লিষ্ট দপ্তরের কর্মকর্তারা ঘটনাস্থল পরিদর্শন করেছেন এবং পরবর্তী পদক্ষেপ নিয়ে আলোচনা করছেন। বাংলাদেশ সংবাদ প্রতিবেদন সংশ্লিষ্ট কর্তৃপক্ষ জানিয়েছেন যে এ বিষয়ে প্রয়োজনীয় ব্যবস্থা গ্রহণ করা হয়েছে এবং তদন্ত অব্যাহত রয়েছে। স্থানীয় প্রশাসন ও সংশ্লিষ্ট দপ্তরের কর্মকর্তারা ঘটনাস্থল পরিদর্শন করেছেন এবং পরবর্তী পদক্ষেপ নিয়ে আলোচনা করছেন। বাংলাদেশ সংবাদ প্রতিবেদন সংশ্লিষ্ট কর্তৃপক্ষ জানিয়েছেন যে এ বিষয়ে প্রয়োজনীয় ব্যবস্থা গ্রহণ করা হয়েছে এবং তদন্ত অব্যাহত রয়েছে। স্থানীয় প্রশাসন ও সংশ্লিষ্ট দপ্তরের কর্মকর্তারা ঘটনাস্থল পরিদর্শন করেছেন এবং পরবর্তী পদক্ষেপ নিয়ে আলোচনা করছেন। বাংলাদেশ সংবাদ প্রতিবেদন সংশ্লিষ্ট কর্তৃপক্ষ জানিয়েছেন যে এ বিষয়ে প্রয়োজনীয় ব্যবস্থা গ্রহণ করা হয়েছে এবং তদন্ত অব্যাহত রয়েছে। স্থানীয় প্রশাসন ও সংশ্লিষ্ট দপ্তরের কর্মকর্তারা ঘটনাস্থল পরিদর্শন করেছেন এবং পরবর্তী পদক্ষেপ নিয়ে আলোচনা করছেন। বাংলাদেশ সংবাদ প্রতিবেদন সংশ্লিষ্ট কর্তৃপক্ষ জানিয়েছেন: [28, 848, 268, 1088]
- logo-title: বাংলার গৌরব: [30, 25, 193, 60]
- article-headline: চট্টগ্রামে বিদেশি পিস্তলসহ ৩ সন্ত্রাসী গ্রেপ্তার: [752, 1683, 949, 1716]
- article-body: বাংলাদেশ সংবাদ প্রতিবেদন সংশ্লিষ্ট কর্তৃপক্ষ জানিয়েছেন যে এ বিষয়ে প্রয়োজনীয় ব্যবস্থা গ্রহণ করা হয়েছে এবং তদন্ত অব্যাহত রয়েছে। স্থানীয় প্রশাসন ও সংশ্লিষ্ট দপ্তরের কর্মকর্তারা ঘটনাস্থল পরিদর্শন করেছেন এবং পরবর্তী পদক্ষেপ নিয়ে আলোচনা করছেন। বাংলাদেশ সংবাদ প্রতিবেদন সংশ্লিষ্ট কর্তৃপক্ষ জানিয়েছেন যে এ বিষয়ে প্রয়োজনীয় ব্যবস্থা গ্রহণ করা হয়েছে এবং তদন্ত অব্যাহত রয়েছে। স্থানীয় প্রশাসন ও সংশ্লিষ্ট দপ্তরের কর্মকর্তারা ঘটনাস্থল পরিদর্শন করেছেন এবং পরবর্তী পদক্ষেপ নিয়ে আলোচনা করছেন। বাংলাদেশ সংবাদ প্রতিবেদন সংশ্লিষ্ট ক: [513, 1228, 745, 1296]
- byline-square-icon: [752, 1116, 759, 1123]
- interview-line: প্রশ্ন: ড্যাবের খসড়া কবে চূড়ান্ত হবে?: [513, 791, 617, 801]
- article-body: বাংলাদেশ সংবাদ প্রতিবেদন সংশ্লিষ্ট কর্তৃপক্ষ জানিয়েছেন যে এ বিষয়ে প্রয়োজনীয় ব্যবস্থা গ্রহণ করা হয়েছে এবং তদন্ত অব্যাহত রয়েছে। স্থানীয় প্রশাসন ও সংশ্লিষ্ট দপ্তরের কর্মকর্তারা ঘটনাস্থল পরিদর্শন করেছেন এবং পরবর্তী পদ: [277, 1266, 505, 1295]
- article-body: বাংলাদেশ সংবাদ প্রতিবেদন সংশ্লিষ্ট কর্তৃপক্ষ জানিয়েছেন যে এ বিষয়ে প্রয়োজনীয় ব্যবস্থা গ্রহণ করা হয়েছে এবং তদন্ত অব্যাহত রয়েছে। স্থানীয় প্রশাসন ও সংশ্লিষ্ট দপ্তরের কর্মকর্তারা ঘটনাস্থল পরিদর্শন করেছেন এবং পরবর্তী পদক্ষেপ নিয়ে আলোচনা করছেন। বাংলাদেশ সংবাদ প্রতিবেদন সংশ্লিষ্ট কর্তৃপক্ষ জানিয়েছেন যে এ বিষয়ে প্রয়োজনীয় ব্যবস্থা গ্রহণ করা হয়েছে এবং তদন্ত অব্যাহত রয়েছে। স্থানীয় প্রশাসন ও সংশ্লিষ্ট দপ্তরের কর্মকর্তারা ঘটনাস্থল পরিদর্শন করেছেন এবং পরবর্তী পদক্ষেপ নিয়ে আলোচনা করছেন। বাংলাদেশ সংবাদ প্রতিবেদন সংশ্লিষ্ট ক: [28, 115, 268, 182]
- column-2: [277, 96, 505, 1749]
- article-body: বাংলাদেশ সংবাদ প্রতিবেদন সংশ্লিষ্ট কর্তৃপক্ষ জানিয়েছেন যে এ বিষয়ে প্রয়োজনীয় ব্যবস্থা গ্রহণ করা হয়েছে এবং তদন্ত অব্যাহত রয়েছে। স্থানীয় প্রশাসন ও সংশ্লিষ্ট দপ্তরের কর্মকর্তারা ঘটনাস্থল পরিদর্শন করেছেন এবং পরবর্তী পদক্ষেপ নিয়ে আলোচনা করছেন। বাংলাদেশ সংবাদ প্রতিবেদন সংশ্লিষ্ট কর্তৃপক্ষ জানিয়েছেন যে এ বিষয়ে প্রয়োজনীয় ব্যবস্থা গ্রহণ করা হয়েছে এবং তদন্ত অব্যাহত রয়েছে। স্থানীয় প্রশাসন ও সংশ্লিষ্ট দপ্তরের কর্মকর্তারা ঘটনাস্থল পরিদ: [752, 1575, 992, 1633]
- article: [28, 663, 268, 780]
- article-headline: এনআরবিসি ব্যাংকের নতুন: [28, 96, 179, 112]
- section-title: খবরের বাকি অংশ: [774, 39, 896, 59]
- byline-square-icon: [752, 1324, 759, 1331]
- article-headline: সার্বভৌমত্ব রক্ষার: [277, 1247, 372, 1264]
- article-headline: ঐকমত্য কমিশনের সঙ্গে: [277, 1041, 406, 1058]
- article-body: বাংলাদেশ সংবাদ প্রতিবেদন সংশ্লিষ্ট কর্তৃপক্ষ জানিয়েছেন যে এ বিষয়ে প্রয়োজনীয় ব্যবস্থা গ্রহণ করা হয়েছে এবং তদন্ত অব্যাহত রয়েছে। স্থানীয় প্রশাসন ও সংশ্লিষ্ট দপ্তরের কর্মকর্তারা ঘটনাস্থল পরিদর্শন করেছেন এবং পরবর্তী পদক্ষেপ নিয়ে আলোচনা করছেন। বাংলাদেশ সংবাদ প্রতিবেদন সংশ্লিষ্ট কর্তৃপক্ষ জানিয়েছেন যে এ বিষয়ে প্রয়োজনীয় ব্যবস্থা গ্রহণ করা হয়েছে: [752, 1733, 992, 1781]
- article: [752, 1045, 992, 1269]
- interview-line: প্রশ্ন: নাগরিকদের আপত্তির বিষয়ে কী ভাবছেন?: [513, 815, 646, 825]
- article-body: বাংলাদেশ সংবাদ প্রতিবেদন সংশ্লিষ্ট কর্তৃপক্ষ জানিয়েছেন যে এ বিষয়ে প্রয়োজনীয় ব্যবস্থা গ্রহণ করা হয়েছে এবং তদন্ত অব্যাহত রয়েছে। স্থানীয় প্রশাসন ও সংশ্লিষ্ট দপ্তরের কর্মকর্তারা ঘটনাস্থল পরিদর্শন করেছেন এবং পরবর্তী পদক্ষেপ নিয়ে আলোচনা করছেন। বাংলাদেশ সংবাদ প্রতিবেদন সংশ্লিষ্ট কর্তৃপক্ষ জানিয়েছেন যে এ বিষয়ে প্রয়োজনীয় ব্যবস্থা গ্রহণ করা হয়েছে এবং তদন্ত অব্যাহত রয়েছে। স্থানীয় প্রশাসন ও সংশ্লিষ্ট দপ্তরের কর্মকর্তারা ঘটনাস্থল পরিদর্শন করেছেন এবং পরবর্তী পদক্ষেপ নিয়ে আলোচনা করছেন। বাংলাদেশ সংবাদ প্রতিবেদন সংশ্লিষ্ট কর্তৃপক্ষ জানিয়েছেন যে এ বিষয়ে প্রয়োজনীয় ব্যবস্থা গ্রহণ করা হয়েছে এবং তদন্ত অব্যাহত রয়েছে। স্থানীয় প্রশাসন ও সংশ্লিষ্ট দপ্তরের কর্মকর্তারা ঘটনাস্থল পরিদর্শন করেছেন এবং পরবর্তী পদক্ষেপ নিয়ে আলোচনা করছেন। বাংলাদেশ সংবাদ প্রতিবেদন সংশ্লিষ্ট কর্তৃপক্ষ জানিয়েছেন যে এ বিষয়ে প্রয়োজনীয় ব্যবস্থা গ্রহণ করা হয়েছে এবং তদন্ত অব্যাহত রয়েছে। স্থানীয় প্রশাসন ও সংশ্লিষ্ট দপ্তরের কর্মকর্তারা ঘটনাস্থল পরিদর্শন করেছেন এবং পরবর্তী পদক্ষেপ নিয়: [752, 146, 992, 261]
- article-body: বাংলাদেশ সংবাদ প্রতিবেদন সংশ্লিষ্ট কর্তৃপক্ষ জানিয়েছেন যে এ বিষয়ে প্রয়োজনীয় ব্যবস্থা গ্রহণ করা হয়েছে এবং তদন্ত অব্যাহত রয়েছে। স্থানীয় প্রশাসন ও সংশ্লিষ্ট দপ্তরের কর্মকর্তারা ঘটনাস্থল পরিদর্শন করেছেন এবং পরবর্তী পদক্ষেপ নিয়ে আলোচনা করছেন। বাংলাদেশ সংবাদ প্রতিবেদন সংশ্লিষ্ট কর্তৃপক্ষ জানিয়েছেন যে এ বিষয়ে প্রয়োজনীয় ব্যবস্থা গ্রহণ করা হয়েছে এবং তদন্ত অব্যাহত রয়েছে। স্থানীয় প্রশাসন ও সংশ্লিষ্ট দপ্তরের কর্মকর্তারা ঘটনাস্থল পরিদর্শন করেছেন এবং পরবর্তী পদক্ষেপ নিয়ে আলোচনা করছেন। বাংলাদেশ সংবাদ প্রতিবেদন সংশ্লিষ্ট কর্তৃপক্ষ জানিয়েছেন যে এ বিষয়ে প্রয়োজনীয় ব্যবস্থা গ্রহণ করা হয়েছে এবং তদন্ত অব্যাহত রয়েছে। স্থানীয় প্রশাসন ও সংশ্লিষ্ট দপ্তরের কর্মকর্তারা ঘটনাস্থল পরিদর্শন করেছেন এবং পরবর্তী পদক্ষেপ নিয়ে আলোচনা করছেন। বাংলাদেশ সংবাদ প্রতিবেদন সংশ্লিষ্ট কর্তৃপক্ষ জানিয়েছেন যে এ বিষয়ে প্রয়োজনীয় ব্যবস্থা গ্রহণ করা হয়েছে এবং তদন্ত অব্যাহত রয়েছে। স্থানীয় প: [752, 1337, 992, 1443]
- article-headline: খাল থেকে অজ্ঞাত নারীর লাশ উদ্ধার: [752, 1541, 958, 1558]
- article-body: বাংলাদেশ সংবাদ প্রতিবেদন সংশ্লিষ্ট কর্তৃপক্ষ জানিয়েছেন যে এ বিষয়ে প্রয়োজনীয় ব্যবস্থা গ্রহণ করা হয়েছে এবং তদন্ত অব্যাহত রয়েছে। স্থানীয় প্রশাসন ও সংশ্লিষ্ট দপ্তরের কর্মকর্তারা ঘটনাস্থল পরিদর্শন করেছেন এবং পরবর্তী পদক্ষেপ নিয়ে আলোচনা করছেন। বাংলাদেশ সংবাদ প্রতিবেদন সংশ্লিষ্ট কর্তৃপক্ষ জানিয়েছেন যে এ বিষয়ে প্রয়োজনীয় ব্যবস্থা গ্রহণ করা হয়েছে এবং তদন্ত অব্যাহত রয়েছে। স্থানীয় প্রশাসন ও সংশ্লিষ্ট দপ্তরের কর্মকর্তারা ঘটনাস্থল পরিদর্শন করেছেন এবং পরবর্তী পদক্ষেপ নিয়ে আলোচনা করছেন। বাংলাদেশ সংবাদ প্রতিবেদন সংশ্লিষ্ট কর্তৃপক্ষ জানিয়েছেন যে এ বিষয়ে প্রয়োজনীয় ব্যবস্থা গ্রহণ করা হয়েছে এবং তদন্ত অব্যাহত রয়েছে। স্থানীয় প্রশাসন ও সংশ্লিষ্ট দপ্তরের কর্মকর্তারা ঘটনাস্থল পরিদর্শন করেছেন এবং পরবর্তী পদক্ষেপ নিয়ে আলোচনা করছেন। বাংলাদেশ সংবাদ প্রতিবেদন সংশ্লিষ্ট কর্তৃপক্ষ জানিয়েছেন যে এ বিষয়ে প্রয়োজনীয় ব্যবস্থা গ্রহণ করা হয়েছে এবং তদন্ত অব্যাহত রয়েছে। স্থানীয় প্রশাসন ও সংশ্লিষ্ট দপ্তরের কর্মকর্তারা ঘটনাস্থল পরিদর্শন করেছেন এবং পরবর্তী পদক্ষেপ নিয়ে আলোচনা করছেন। বাংলাদেশ সংবাদ প্রতিবেদন সংশ্লিষ্ট কর্তৃপক্ষ জানিয়েছেন যে এ বিষয়ে প্রয়োজনীয় ব্যবস্থা গ্রহণ করা হয়েছে এবং তদন্ত অব্যাহত রয়েছে। স্থানীয় প্রশাসন ও সংশ্লিষ্ট দপ্তরের কর্মকর্তারা ঘটনাস্থল পরিদর্শন করেছেন এবং পরবর্তী পদক্ষেপ নিয়ে আলোচনা করছেন। বাংলাদেশ সংবাদ প্রতিবেদন সংশ্লিষ্ট কর্তৃপক্ষ জানিয়েছেন যে এ বিষয়ে প্রয়োজনীয় ব্যবস্থা গ্রহণ করা হয়েছে এবং তদন্ত অব্যাহত রয়েছে। স্থানীয় প্রশাসন ও সংশ্লিষ্ট দপ্তরের কর্মকর্তারা ঘটনাস্থল পরিদর্শন করেছেন এবং পরবর্তী পদক্ষেপ নিয়ে আলোচনা করছেন। বাংলাদেশ সংবাদ প্রতিবেদন সংশ্লিষ্ট কর্তৃপক্ষ জানিয়েছেন যে এ বিষয়ে প্রয়োজনীয় ব্যবস্থা গ্রহণ করা হয়েছে এবং তদন্ত অব্যাহত রয়েছে। স্থানীয় প্রশাসন ও সংশ্লিষ্ট দপ্তরের কর্মকর্তারা ঘটনাস্থল পরিদর্শন করেছেন এবং পরবর্তী পদক্ষেপ নিয়ে আলোচনা করছেন। বাংলাদেশ সংবাদ প্রতিবেদন সংশ্লিষ্ট কর্তৃপক্ষ জানিয়েছেন যে এ বিষয়ে প্রয়োজনীয় ব্যবস্থা গ্রহণ করা হয়েছে এবং তদন্ত অব্যাহত রয়েছে। স্থানীয় প্রশাসন ও সংশ্লিষ্ট দপ্তরের কর্মকর্তারা ঘটনাস্থল পরিদর্শন করেছেন এবং পরবর: [277, 96, 505, 345]
- byline-square-icon: [28, 836, 35, 843]
- article-byline: নিজস্ব প্রতিবেদক: [752, 1718, 992, 1731]
- article: [277, 96, 505, 524]
- column-divider: [272, 96, 273, 1576]
- article: [28, 96, 268, 236]
- article-headline: হত্যা মামলায় কারাগারে: [28, 1479, 159, 1496]
- article-body: বাংলাদেশ সংবাদ প্রতিবেদন সংশ্লিষ্ট কর্তৃপক্ষ জানিয়েছেন যে এ বিষয়ে প্রয়োজনীয় ব্যবস্থা গ্রহণ করা হয়েছে এবং তদন্ত অব্যাহত রয়েছে। স্থানীয় প্রশাসন ও সংশ্লিষ্ট দপ্তরের কর্মকর্: [277, 1698, 505, 1727]
- byline-square-icon: [752, 1720, 759, 1727]
- article-headline: চট্টগ্রামে অফিস কক্ষে মিললো: [277, 1187, 441, 1204]
- article-body: বাংলাদেশ সংবাদ প্রতিবেদন সংশ্লিষ্ট কর্তৃপক্ষ জানিয়েছেন যে এ বিষয়ে প্রয়োজনীয় ব্যবস্থা গ্রহণ করা হয়েছে এবং তদন্ত অব্যাহত রয়েছে। স্থানীয় প্রশাসন ও সংশ্লিষ্ট দপ্তরের কর্মকর্তারা ঘটনাস্থল পরিদর্শন করেছেন এবং পরবর্তী পদক্ষেপ নিয়ে আলোচনা করছেন। বাংলাদেশ সংবাদ প্রতিবেদন সংশ্লিষ্ট কর্তৃপক্ষ জানিয়েছেন যে এ বিষয়ে প্রয়োজনীয় ব্যবস্থা গ্রহণ করা হয়েছে এবং তদন্ত অব্যাহত রয়েছে। স্থানীয় প্রশাসন ও সংশ্লিষ্ট দপ্তরের কর্মকর্তারা ঘটনাস্থল পরিদর্শন করেছেন এবং পরবর্তী পদক্ষেপ নিয়ে আলোচনা করছেন। বাংলাদেশ সংবাদ প্রতিবেদন সংশ্লিষ্ট কর্তৃপক্ষ জানিয়েছেন যে এ বিষয়ে প্রয়োজনীয় ব্যবস্থা গ্রহণ করা হয়েছে এবং তদন্ত অব্যাহত রয়েছে। স্থানীয় প্রশাসন ও সংশ্লিষ্ট দপ্তরের কর্মকর্তারা ঘটনাস্থল পরিদর্শন করেছেন এবং পরবর্তী পদক্ষেপ নিয়ে আলোচনা করছেন। বাংলাদেশ সংবাদ প্রতিবেদন সংশ্লিষ্ট কর্তৃপক্ষ জানিয়েছেন যে এ বিষয়ে প্রয়োজনীয় ব্যবস্থা গ্রহণ করা হয়েছে এবং তদন্ত অব্যাহত রয়েছে। স্থানীয় প্রশাসন ও সংশ্লিষ্ট দপ্তরের কর্মকর্তারা ঘটনাস্থল পরিদর্শন করেছেন এবং পরবর্তী পদক্ষেপ নিয়ে আলোচনা করছেন। বাংলাদেশ সংবাদ প্রতিবেদন সংশ্লিষ্ট কর্তৃপক্ষ জানিয়েছেন যে এ বিষয়ে প্রয়োজনীয় ব্যবস্থা গ্রহণ করা হয়েছে এবং তদন্ত অব্যাহত রয়েছে। স্থানীয় প্রশাসন ও সংশ্লিষ্ট দপ্তরের কর্মকর্তারা ঘটনাস্থল পরিদর্শন করেছেন এবং পরবর্তী পদক্ষেপ নিয়ে আলোচনা করছেন। বাংলাদেশ সংবাদ প্রতিবেদন সংশ্লিষ্ট কর্তৃপক্ষ জানিয়েছেন যে এ বিষয়ে প্রয়োজনীয় ব্যবস্থা গ: [277, 1379, 505, 1552]
- byline-square-icon: [752, 440, 759, 447]
- article-headline: ঢাকাসহ বিআরটিএর ৩৫ অফিসে দুদকের অভিযান: [752, 96, 977, 129]
- article: [28, 1479, 268, 1562]
- article-byline: নিজস্ব প্রতিবেদক: [752, 1114, 992, 1127]
- article: [277, 1679, 505, 1742]
- article-headline: নতুন মামলায় গান বাংলার তাপসসহ গ্রেপ্তার ৪: [49, 785, 247, 830]
- article-body: বাংলাদেশ সংবাদ প্রতিবেদন সংশ্লিষ্ট কর্তৃপক্ষ জানিয়েছেন যে এ বিষয়ে প্রয়োজনীয় ব্যবস্থা গ্রহণ করা হয়েছে এবং তদন্ত অব্যাহত রয়েছে। স্থানীয় প্রশাসন ও সংশ্লিষ্ট দপ্তরের কর্মকর্তারা ঘটনাস্থল পরিদর্শন করেছেন এবং পরবর্তী পদক্ষেপ নিয়ে আলোচনা করছেন। বাংলাদেশ সংবাদ প্রতিবেদন সংশ্লিষ্ট কর্তৃপক্ষ জানিয়েছেন যে এ বিষয়ে প্রয়োজনীয় ব্যবস্থা গ্রহণ করা হয়েছে এবং তদন্ত অব্যাহত রয়েছে। স্থানীয় প্রশাসন ও সংশ্লিষ্ট দপ্তরের কর্মকর্তারা ঘটনাস্থল পরিদ: [752, 937, 992, 995]
- masthead: [22, 8, 996, 88]
- byline-square-icon: [752, 1562, 759, 1569]
- article: [513, 96, 745, 601]
- article-body: বাংলাদেশ সংবাদ প্রতিবেদন সংশ্লিষ্ট কর্তৃপক্ষ জানিয়েছেন যে এ বিষয়ে প্রয়োজনীয় ব্যবস্থা গ্রহণ করা হয়েছে এবং তদন্ত অব্যাহত রয়েছে।: [277, 1206, 505, 1226]
- article: [752, 96, 992, 363]
